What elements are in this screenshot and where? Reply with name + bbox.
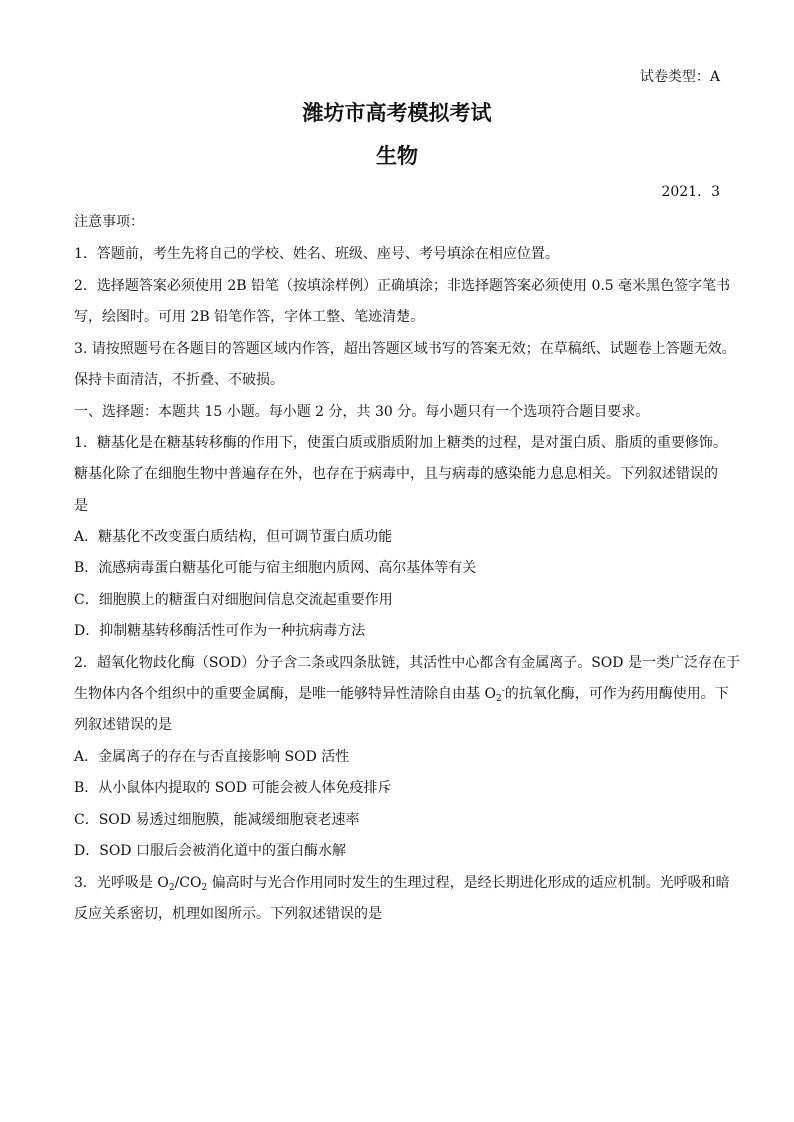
- question-3-line-1-co: /CO: [174, 875, 202, 891]
- subscript-2: 2: [168, 883, 175, 893]
- notice-heading: 注意事项：: [74, 214, 144, 230]
- exam-title: 潍坊市高考模拟考试: [302, 101, 492, 125]
- question-2-line-2: [74, 685, 729, 704]
- question-2-line-1: 2．超氧化物歧化酶（SOD）分子含二条或四条肽链，其活性中心都含有金属离子。SOD 是一类广泛存在于: [74, 655, 740, 671]
- question-2-line-2-start: 生物体内各个组织中的重要金属酶，是唯一能够特异性清除自由基 O: [74, 686, 496, 702]
- notice-item-3-line-2: 保持卡面清洁，不折叠、不破损。: [74, 372, 284, 388]
- superscript-minus: -: [501, 686, 505, 696]
- question-2-line-2-end: 的抗氧化酶，可作为药用酶使用。下: [504, 686, 729, 702]
- question-3-line-2: 反应关系密切，机理如图所示。下列叙述错误的是: [74, 906, 382, 922]
- question-2-line-3: 列叙述错误的是: [74, 717, 172, 733]
- subscript-2: 2: [495, 694, 502, 704]
- question-1-option-b: B．流感病毒蛋白糖基化可能与宿主细胞内质网、高尔基体等有关: [74, 560, 477, 576]
- question-2-option-c: C．SOD 易透过细胞膜，能减缓细胞衰老速率: [74, 812, 360, 828]
- question-2-option-d: D．SOD 口服后会被消化道中的蛋白酶水解: [74, 843, 346, 859]
- question-2-option-b: B．从小鼠体内提取的 SOD 可能会被人体免疫排斥: [74, 780, 392, 796]
- notice-item-2-line-1: 2．选择题答案必须使用 2B 铅笔（按填涂样例）正确填涂；非选择题答案必须使用 0.5 毫米黑色签字笔书: [74, 278, 731, 294]
- section-heading: 一、选择题：本题共 15 小题。每小题 2 分，共 30 分。每小题只有一个选项符合题目要求。: [74, 404, 650, 420]
- subscript-2: 2: [201, 883, 208, 893]
- question-1-line-2: 糖基化除了在细胞生物中普遍存在外，也存在于病毒中，且与病毒的感染能力息息相关。下列叙述错误的: [74, 466, 718, 482]
- question-1-line-3: 是: [74, 498, 88, 514]
- exam-date: 2021．3: [661, 184, 720, 200]
- question-1-option-d: D．抑制糖基转移酶活性可作为一种抗病毒方法: [74, 623, 366, 639]
- question-1-option-c: C．细胞膜上的糖蛋白对细胞间信息交流起重要作用: [74, 592, 393, 608]
- notice-item-1: 1．答题前，考生先将自己的学校、姓名、班级、座号、考号填涂在相应位置。: [74, 246, 559, 262]
- notice-item-2-line-2: 写，绘图时。可用 2B 铅笔作答，字体工整、笔迹清楚。: [74, 309, 425, 325]
- paper-type-label: 试卷类型：A: [639, 69, 720, 85]
- question-3-line-1-end: 偏高时与光合作用同时发生的生理过程，是经长期进化形成的适应机制。光呼吸和暗: [207, 875, 730, 891]
- subject-title: 生物: [376, 144, 418, 168]
- question-2-option-a: A．金属离子的存在与否直接影响 SOD 活性: [74, 749, 350, 765]
- question-3-line-1-start: 3．光呼吸是 O: [74, 875, 169, 891]
- question-1-line-1: 1．糖基化是在糖基转移酶的作用下，使蛋白质或脂质附加上糖类的过程，是对蛋白质、脂质的重要修饰。: [74, 435, 727, 451]
- question-1-option-a: A．糖基化不改变蛋白质结构，但可调节蛋白质功能: [74, 529, 393, 545]
- question-3-line-1: [74, 874, 730, 893]
- notice-item-3-line-1: 3. 请按照题号在各题目的答题区域内作答，超出答题区域书写的答案无效；在草稿纸、试题卷上答题无效。: [74, 341, 736, 357]
